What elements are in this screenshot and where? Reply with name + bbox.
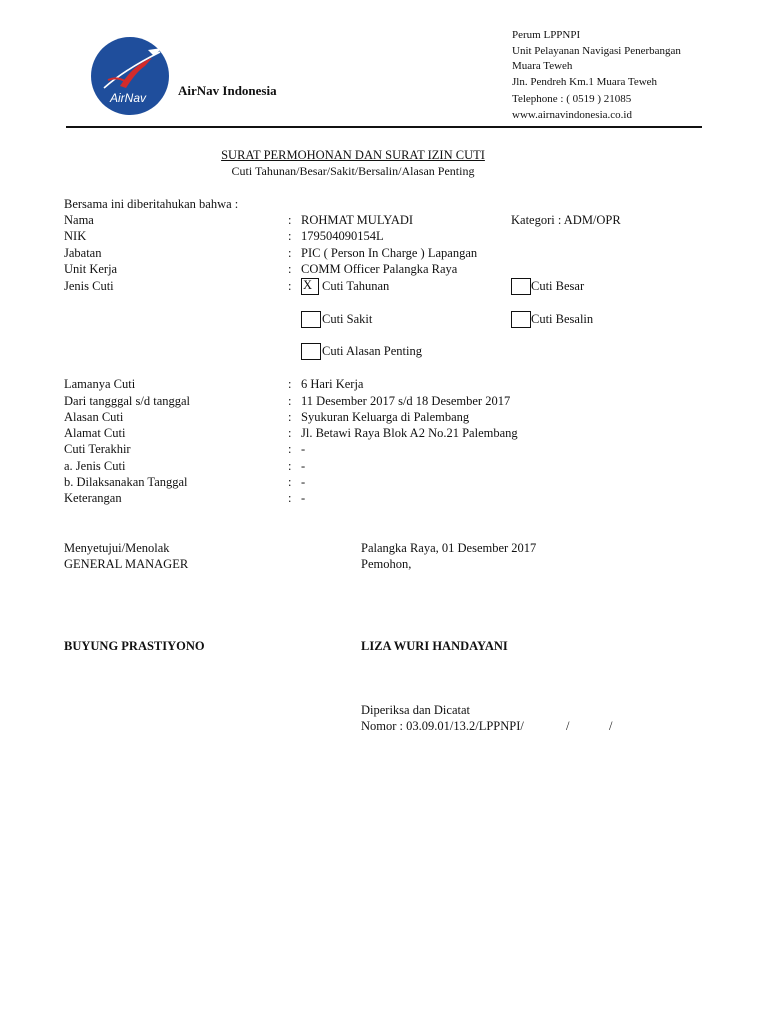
label-jenis-cuti: Jenis Cuti — [64, 279, 114, 293]
document-subtitle: Cuti Tahunan/Besar/Sakit/Bersalin/Alasan Penting — [231, 164, 475, 178]
header-address — [512, 28, 681, 123]
document-title: SURAT PERMOHONAN DAN SURAT IZIN CUTI — [221, 148, 485, 162]
applicant-role: Pemohon, — [361, 557, 412, 571]
colon: : — [288, 491, 292, 505]
label-jabatan: Jabatan — [64, 246, 102, 260]
label-dari-tanggal: Dari tangggal s/d tanggal — [64, 394, 191, 408]
label-cuti-alasan-penting: Cuti Alasan Penting — [322, 344, 422, 358]
value-alamat-cuti: Jl. Betawi Raya Blok A2 No.21 Palembang — [301, 426, 518, 440]
value-lamanya-cuti: 6 Hari Kerja — [301, 377, 364, 391]
value-jabatan: PIC ( Person In Charge ) Lapangan — [301, 246, 478, 260]
colon: : — [288, 459, 292, 473]
logo-text: AirNav — [110, 91, 147, 105]
colon: : — [288, 262, 292, 276]
checkbox-cuti-tahunan[interactable] — [301, 278, 319, 295]
address-line: Perum LPPNPI — [512, 29, 581, 41]
label-jenis-cuti-terakhir: a. Jenis Cuti — [64, 459, 126, 473]
label-alasan-cuti: Alasan Cuti — [64, 410, 124, 424]
check-label: Diperiksa dan Dicatat — [361, 703, 470, 717]
value-cuti-terakhir: - — [301, 442, 306, 456]
label-nik: NIK — [64, 229, 87, 243]
check-separator: / — [609, 719, 613, 733]
address-line: www.airnavindonesia.co.id — [512, 108, 632, 121]
value-nama: ROHMAT MULYADI — [301, 213, 414, 227]
label-cuti-terakhir: Cuti Terakhir — [64, 442, 131, 456]
value-dari-tanggal: 11 Desember 2017 s/d 18 Desember 2017 — [301, 394, 511, 408]
label-unit-kerja: Unit Kerja — [64, 262, 118, 276]
colon: : — [288, 475, 292, 489]
approval-line: Menyetujui/Menolak — [64, 541, 170, 555]
address-line: Muara Teweh — [512, 60, 573, 72]
colon: : — [288, 229, 292, 243]
label-cuti-besar: Cuti Besar — [531, 279, 585, 293]
checkbox-cuti-besalin[interactable] — [511, 311, 531, 328]
colon: : — [288, 246, 292, 260]
approver-name: BUYUNG PRASTIYONO — [64, 639, 205, 653]
approval-role: GENERAL MANAGER — [64, 557, 189, 571]
colon: : — [288, 426, 292, 440]
value-keterangan: - — [301, 491, 306, 505]
address-line: Jln. Pendreh Km.1 Muara Teweh — [512, 75, 658, 88]
value-kategori: Kategori : ADM/OPR — [511, 213, 621, 227]
label-cuti-sakit: Cuti Sakit — [322, 312, 373, 326]
check-number: Nomor : 03.09.01/13.2/LPPNPI/ — [361, 719, 524, 733]
header-divider — [66, 126, 702, 128]
value-jenis-cuti-terakhir: - — [301, 459, 306, 473]
colon: : — [288, 377, 292, 391]
check-separator: / — [566, 719, 570, 733]
colon: : — [288, 442, 292, 456]
airnav-logo — [90, 36, 170, 116]
label-keterangan: Keterangan — [64, 491, 122, 505]
colon: : — [288, 394, 292, 408]
applicant-name: LIZA WURI HANDAYANI — [361, 639, 508, 653]
label-dilaksanakan-tanggal: b. Dilaksanakan Tanggal — [64, 475, 188, 489]
value-dilaksanakan-tanggal: - — [301, 475, 306, 489]
colon: : — [288, 213, 292, 227]
checkbox-cuti-alasan-penting[interactable] — [301, 343, 321, 360]
address-line: Unit Pelayanan Navigasi Penerbangan — [512, 44, 681, 57]
colon: : — [288, 279, 292, 293]
company-name: AirNav Indonesia — [178, 83, 277, 98]
value-unit-kerja: COMM Officer Palangka Raya — [301, 262, 458, 276]
value-nik: 179504090154L — [301, 229, 384, 243]
label-alamat-cuti: Alamat Cuti — [64, 426, 126, 440]
check-mark: X — [303, 278, 313, 292]
label-cuti-tahunan: Cuti Tahunan — [322, 279, 390, 293]
label-cuti-besalin: Cuti Besalin — [531, 312, 594, 326]
value-alasan-cuti: Syukuran Keluarga di Palembang — [301, 410, 470, 424]
intro-text: Bersama ini diberitahukan bahwa : — [64, 197, 239, 211]
label-nama: Nama — [64, 213, 94, 227]
address-line: Telephone : ( 0519 ) 21085 — [512, 93, 632, 105]
place-date: Palangka Raya, 01 Desember 2017 — [361, 541, 537, 555]
checkbox-cuti-sakit[interactable] — [301, 311, 321, 328]
checkbox-cuti-besar[interactable] — [511, 278, 531, 295]
label-lamanya-cuti: Lamanya Cuti — [64, 377, 136, 391]
colon: : — [288, 410, 292, 424]
